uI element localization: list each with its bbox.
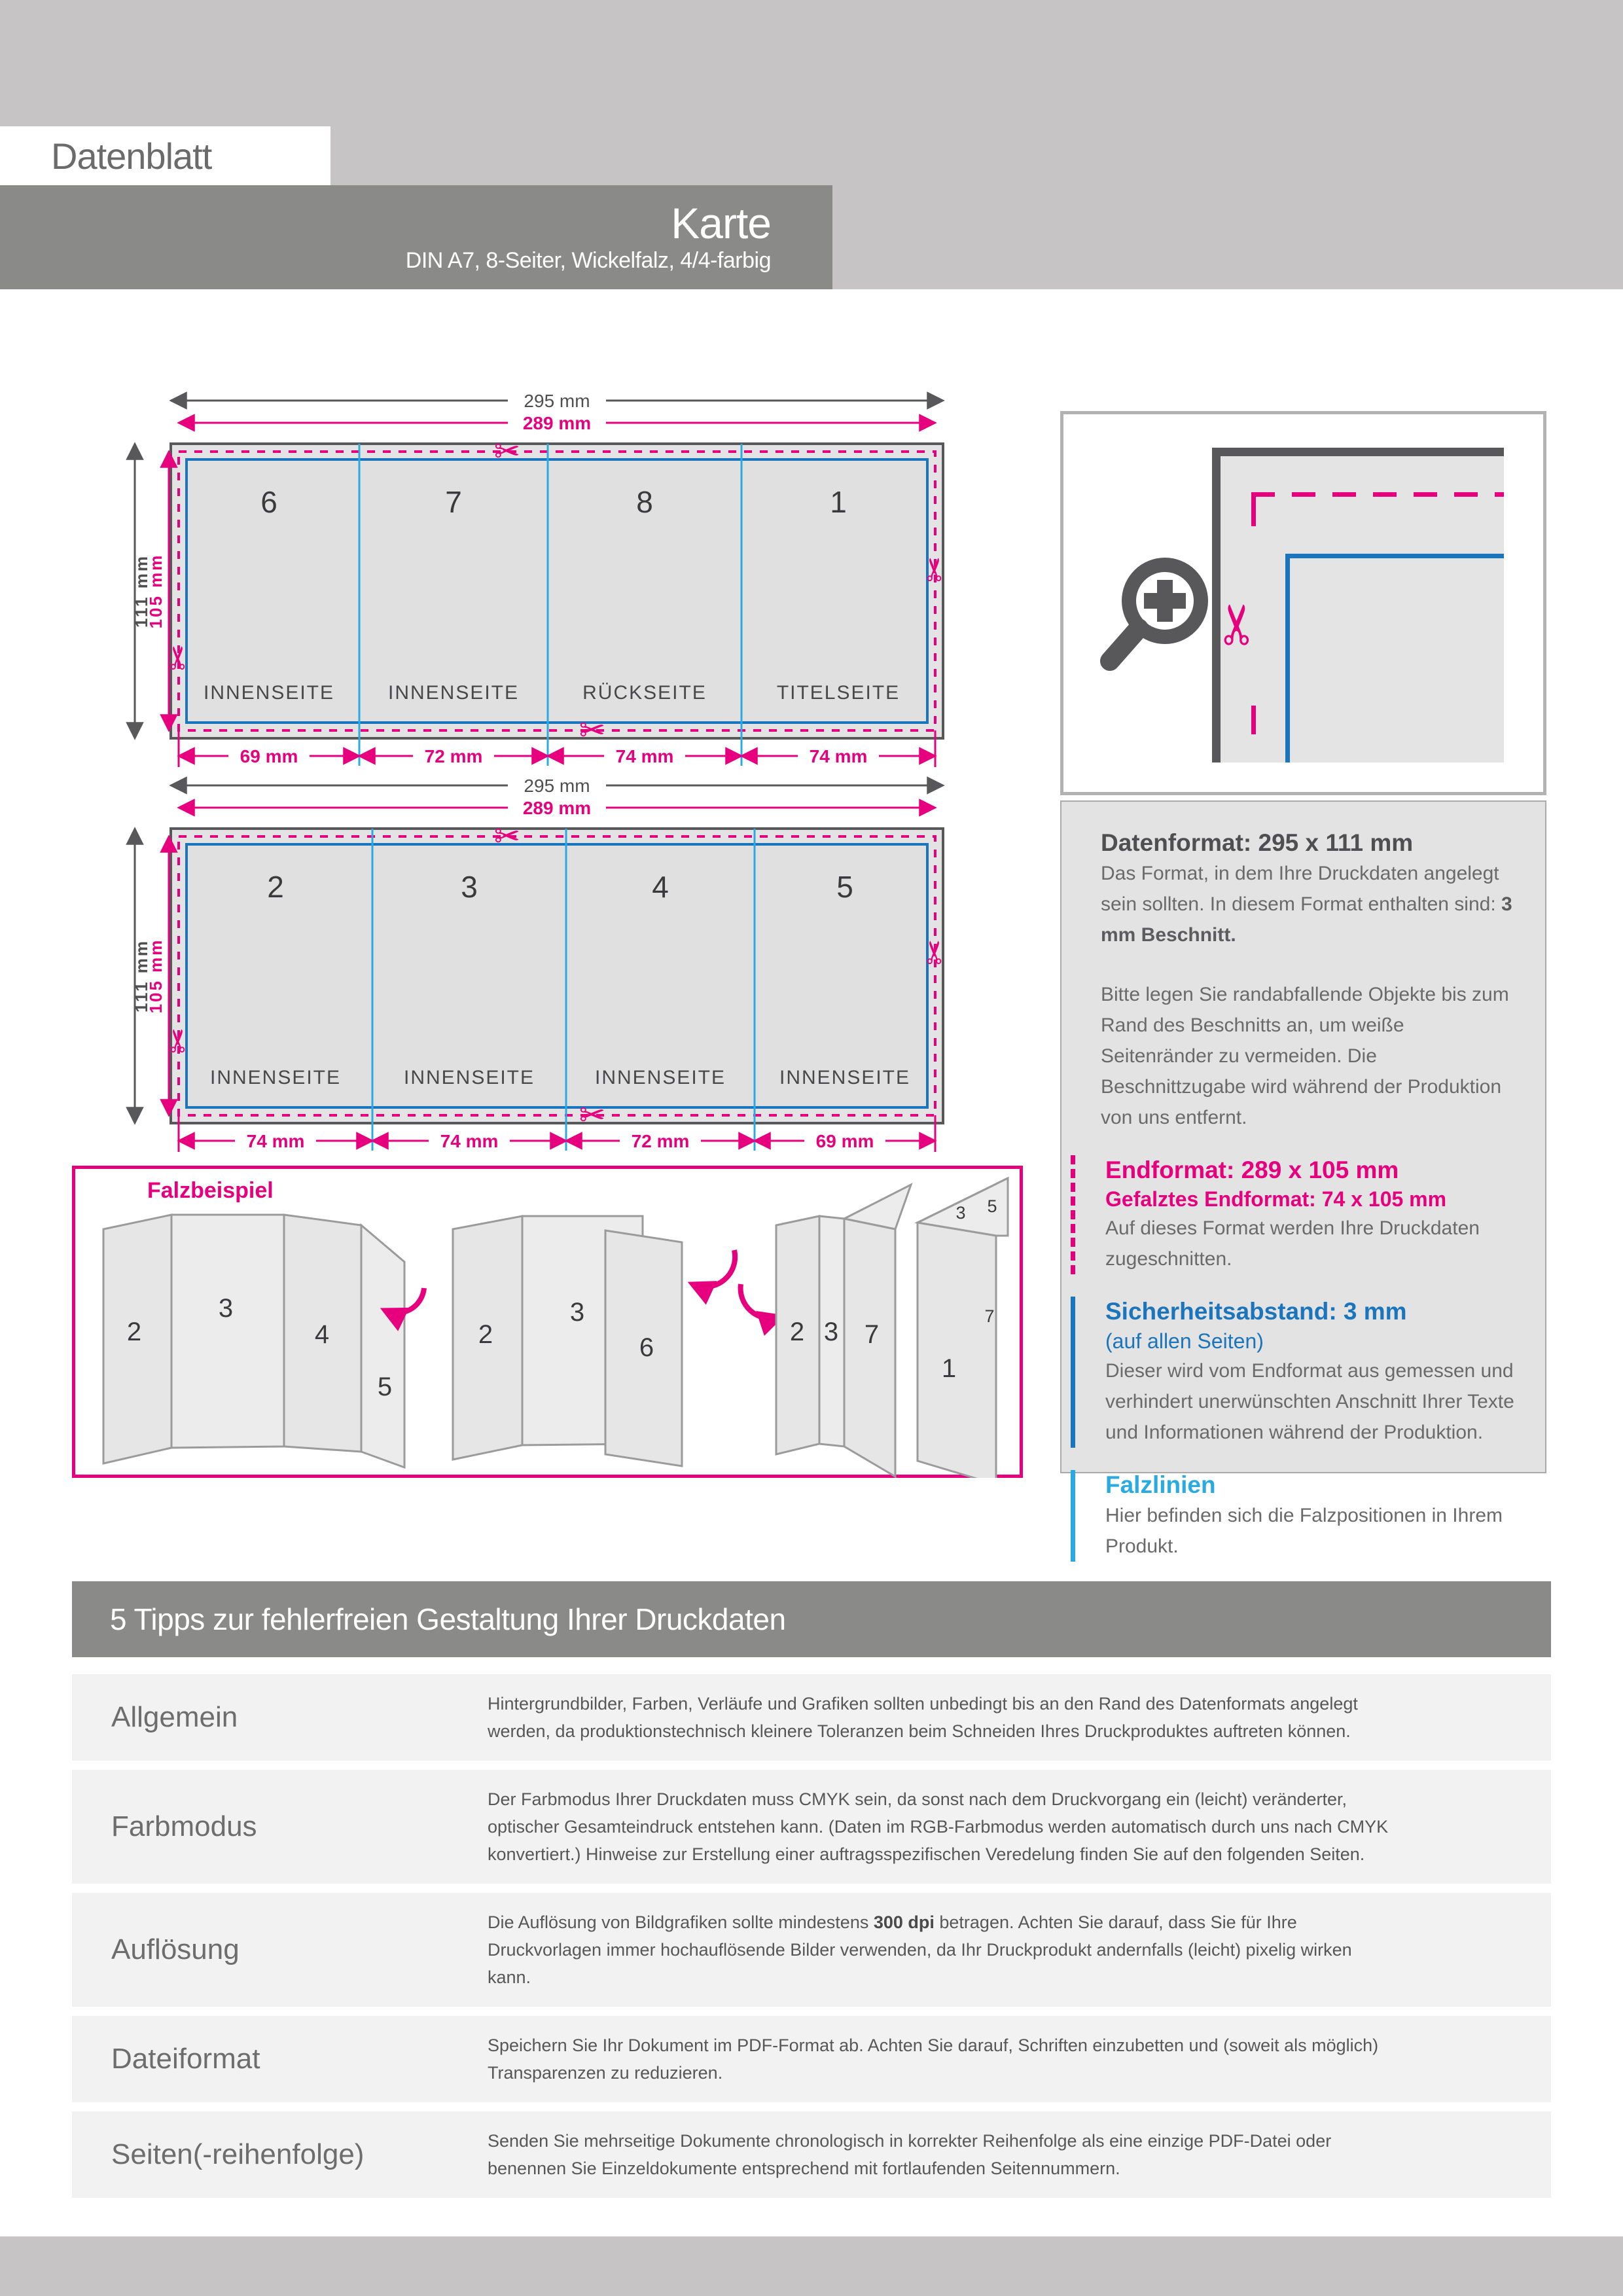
- fold-page-number: 1: [941, 1354, 957, 1383]
- fold-example-title: Falzbeispiel: [147, 1178, 274, 1203]
- fold-page-number: 3: [955, 1203, 966, 1223]
- datenformat-body-text: Das Format, in dem Ihre Druckdaten angelegt sein sollten. In diesem Format enthalten sind:: [1101, 863, 1501, 915]
- corner-detail-safety-line-v: [1285, 554, 1290, 762]
- dim-datenformat-width: 295 mm: [524, 776, 590, 796]
- tip-label: Auflösung: [111, 1933, 240, 1965]
- section-sicherheitsabstand: [1071, 1297, 1520, 1448]
- page-number: 7: [445, 485, 462, 519]
- dim-datenformat-height: 111 mm: [132, 554, 151, 628]
- fold-page-number: 7: [864, 1320, 880, 1349]
- tips-title: 5 Tipps zur fehlerfreien Gestaltung Ihrer Druckdaten: [110, 1602, 786, 1636]
- tip-body: Der Farbmodus Ihrer Druckdaten muss CMYK sein, da sonst nach dem Druckvorgang ein (leicht) veränderter, optischer Gesamteindruck entstehen kann. (Daten im RGB-Farbmodus werden automatisch durch uns nach CMYK konvertiert.) Hinweise zur Erstellung einer auftragsspezifischen Veredelung finden Sie auf den folgenden Seiten.: [488, 1789, 1389, 1864]
- tips-header: [72, 1581, 1551, 1657]
- page-number: 5: [836, 870, 853, 904]
- corner-detail-datenformat-edge-top: [1212, 448, 1504, 456]
- page-label: INNENSEITE: [209, 1067, 342, 1088]
- dim-endformat-width: 289 mm: [522, 413, 592, 433]
- tip-row-aufloesung: [72, 1893, 1551, 2007]
- dim-endformat-height: 105 mm: [146, 938, 166, 1014]
- fold-page-number: 3: [823, 1318, 839, 1346]
- scissors-icon: ✂: [493, 435, 521, 469]
- tip-row-allgemein: [72, 1674, 1551, 1761]
- section-endformat: [1071, 1155, 1520, 1274]
- fold-example-illustration: [72, 1166, 1023, 1478]
- scissors-icon: ✂: [918, 939, 953, 966]
- scissors-icon: ✂: [918, 556, 953, 583]
- format-info-panel: [1060, 800, 1546, 1557]
- tip-body: [488, 1893, 1397, 2007]
- tip-row-farbmodus: [72, 1770, 1551, 1884]
- falzlinien-body: Hier befinden sich die Falzpositionen in Ihrem Produkt.: [1105, 1505, 1503, 1557]
- fold-stage-2: [453, 1216, 780, 1466]
- page-number: 6: [260, 485, 277, 519]
- scissors-icon: ✂: [1207, 601, 1269, 648]
- page-label: INNENSEITE: [387, 682, 520, 704]
- sicherheitsabstand-subtitle: (auf allen Seiten): [1105, 1329, 1264, 1353]
- doc-type-tag: [0, 126, 330, 185]
- tip-label: Dateiformat: [111, 2043, 260, 2075]
- section-falzlinien: [1071, 1470, 1520, 1562]
- page-number: 2: [267, 870, 284, 904]
- falzlinien-title: Falzlinien: [1105, 1471, 1216, 1498]
- page-number: 3: [461, 870, 478, 904]
- panel-width: 69 mm: [815, 1131, 874, 1151]
- fold-page-number: 2: [478, 1320, 493, 1349]
- fold-stage-3: [776, 1185, 911, 1477]
- fold-page-number: 5: [377, 1372, 393, 1401]
- page-label: INNENSEITE: [403, 1067, 535, 1088]
- fold-page-number: 5: [987, 1196, 997, 1216]
- tip-body-text: Die Auflösung von Bildgrafiken sollte mindestens: [488, 1912, 874, 1932]
- fold-stage-1: [103, 1215, 424, 1467]
- panel-width: 72 mm: [631, 1131, 690, 1151]
- footer-band: [0, 2236, 1623, 2296]
- datenformat-body: [1101, 858, 1520, 950]
- tips-table: [72, 1674, 1551, 2207]
- datenformat-title: Datenformat: 295 x 111 mm: [1101, 829, 1414, 856]
- scissors-icon: ✂: [579, 1098, 606, 1133]
- scissors-icon: ✂: [162, 644, 196, 672]
- section-datenformat: [1071, 828, 1520, 1133]
- panel-width: 74 mm: [615, 746, 674, 766]
- panel-width: 72 mm: [424, 746, 483, 766]
- tip-body-text: betragen. Achten Sie darauf, dass Sie für Ihre Druckvorlagen immer hochauflösende Bilder verwenden, da Ihr Druckprodukt andernfalls (leicht) pixelig wirken kann.: [488, 1912, 1352, 1987]
- scissors-icon: ✂: [579, 713, 606, 748]
- product-subtitle: DIN A7, 8-Seiter, Wickelfalz, 4/4-farbig: [405, 247, 771, 273]
- fold-page-number: 6: [639, 1333, 654, 1362]
- diagram-2: [132, 776, 953, 1152]
- fold-page-number: 3: [569, 1298, 585, 1327]
- product-title: Karte: [671, 198, 771, 247]
- fold-page-number: 7: [984, 1306, 995, 1326]
- dim-datenformat-height: 111 mm: [132, 939, 151, 1013]
- tip-label: Allgemein: [111, 1701, 238, 1733]
- tip-body: Hintergrundbilder, Farben, Verläufe und Grafiken sollten unbedingt bis an den Rand des Datenformats angelegt werden, da produktionstechnisch kleinere Toleranzen beim Schneiden Ihres Druckproduktes auftreten können.: [488, 1694, 1358, 1741]
- dim-endformat-width: 289 mm: [522, 798, 592, 818]
- page-label: INNENSEITE: [779, 1067, 911, 1088]
- page-label: INNENSEITE: [594, 1067, 726, 1088]
- tip-row-dateiformat: [72, 2016, 1551, 2102]
- panel-width: 74 mm: [246, 1131, 305, 1151]
- fold-page-number: 4: [314, 1320, 330, 1349]
- tip-body-bold: 300 dpi: [873, 1912, 935, 1932]
- page-label: INNENSEITE: [203, 682, 335, 704]
- fold-scheme-diagrams: [98, 367, 988, 1175]
- product-title-bar: [0, 185, 832, 289]
- datenformat-body2: Bitte legen Sie randabfallende Objekte bis zum Rand des Beschnitts an, um weiße Seitenränder zu vermeiden. Die Beschnittzugabe wird während der Produktion von uns entfernt.: [1101, 984, 1509, 1128]
- fold-arrow: [692, 1250, 735, 1287]
- page-label: RÜCKSEITE: [582, 682, 707, 704]
- doc-type-label: Datenblatt: [51, 135, 212, 177]
- page-number: 8: [636, 485, 653, 519]
- endformat-subtitle: Gefalztes Endformat: 74 x 105 mm: [1105, 1187, 1447, 1211]
- sicherheitsabstand-body: Dieser wird vom Endformat aus gemessen und verhindert unerwünschten Anschnitt Ihrer Texte und Informationen während der Produktion.: [1105, 1360, 1514, 1443]
- diagram-1: [132, 391, 953, 767]
- fold-page-number: 2: [126, 1318, 142, 1346]
- corner-detail-endformat-dashed: [1251, 492, 1504, 497]
- corner-detail-safety-line-h: [1285, 554, 1504, 558]
- dim-endformat-height: 105 mm: [146, 553, 166, 629]
- page-label: TITELSEITE: [776, 682, 901, 704]
- page-number: 4: [652, 870, 669, 904]
- scissors-icon: ✂: [493, 819, 521, 854]
- endformat-title: Endformat: 289 x 105 mm: [1105, 1157, 1399, 1183]
- endformat-body: Auf dieses Format werden Ihre Druckdaten zugeschnitten.: [1105, 1217, 1480, 1270]
- tip-label: Farbmodus: [111, 1810, 257, 1842]
- tip-row-seitenreihenfolge: [72, 2111, 1551, 2198]
- fold-arrow: [741, 1284, 780, 1318]
- corner-detail-endformat-dashed-v: [1251, 706, 1256, 734]
- panel-width: 74 mm: [809, 746, 868, 766]
- page-number: 1: [830, 485, 847, 519]
- tip-body: Speichern Sie Ihr Dokument im PDF-Format ab. Achten Sie darauf, Schriften einzubetten und (soweit als möglich) Transparenzen zu reduzieren.: [488, 2036, 1379, 2083]
- fold-page-number: 3: [218, 1294, 234, 1323]
- tip-label: Seiten(-reihenfolge): [111, 2138, 365, 2170]
- dim-datenformat-width: 295 mm: [524, 391, 590, 411]
- datenformat-body-bold: 3 mm Beschnitt.: [1101, 893, 1512, 946]
- tip-body: Senden Sie mehrseitige Dokumente chronologisch in korrekter Reihenfolge als eine einzige PDF-Datei oder benennen Sie Einzeldokumente entsprechend mit fortlaufenden Seitennummern.: [488, 2131, 1332, 2178]
- fold-page-number: 2: [789, 1318, 805, 1346]
- corner-detail-endformat-dashed-v: [1251, 492, 1256, 526]
- sicherheitsabstand-title: Sicherheitsabstand: 3 mm: [1105, 1298, 1407, 1325]
- scissors-icon: ✂: [162, 1027, 196, 1054]
- magnifier-plus-icon: [1092, 548, 1222, 706]
- panel-width: 74 mm: [440, 1131, 499, 1151]
- panel-width: 69 mm: [240, 746, 298, 766]
- spacer: [1101, 950, 1520, 979]
- fold-stage-4: [918, 1178, 1008, 1478]
